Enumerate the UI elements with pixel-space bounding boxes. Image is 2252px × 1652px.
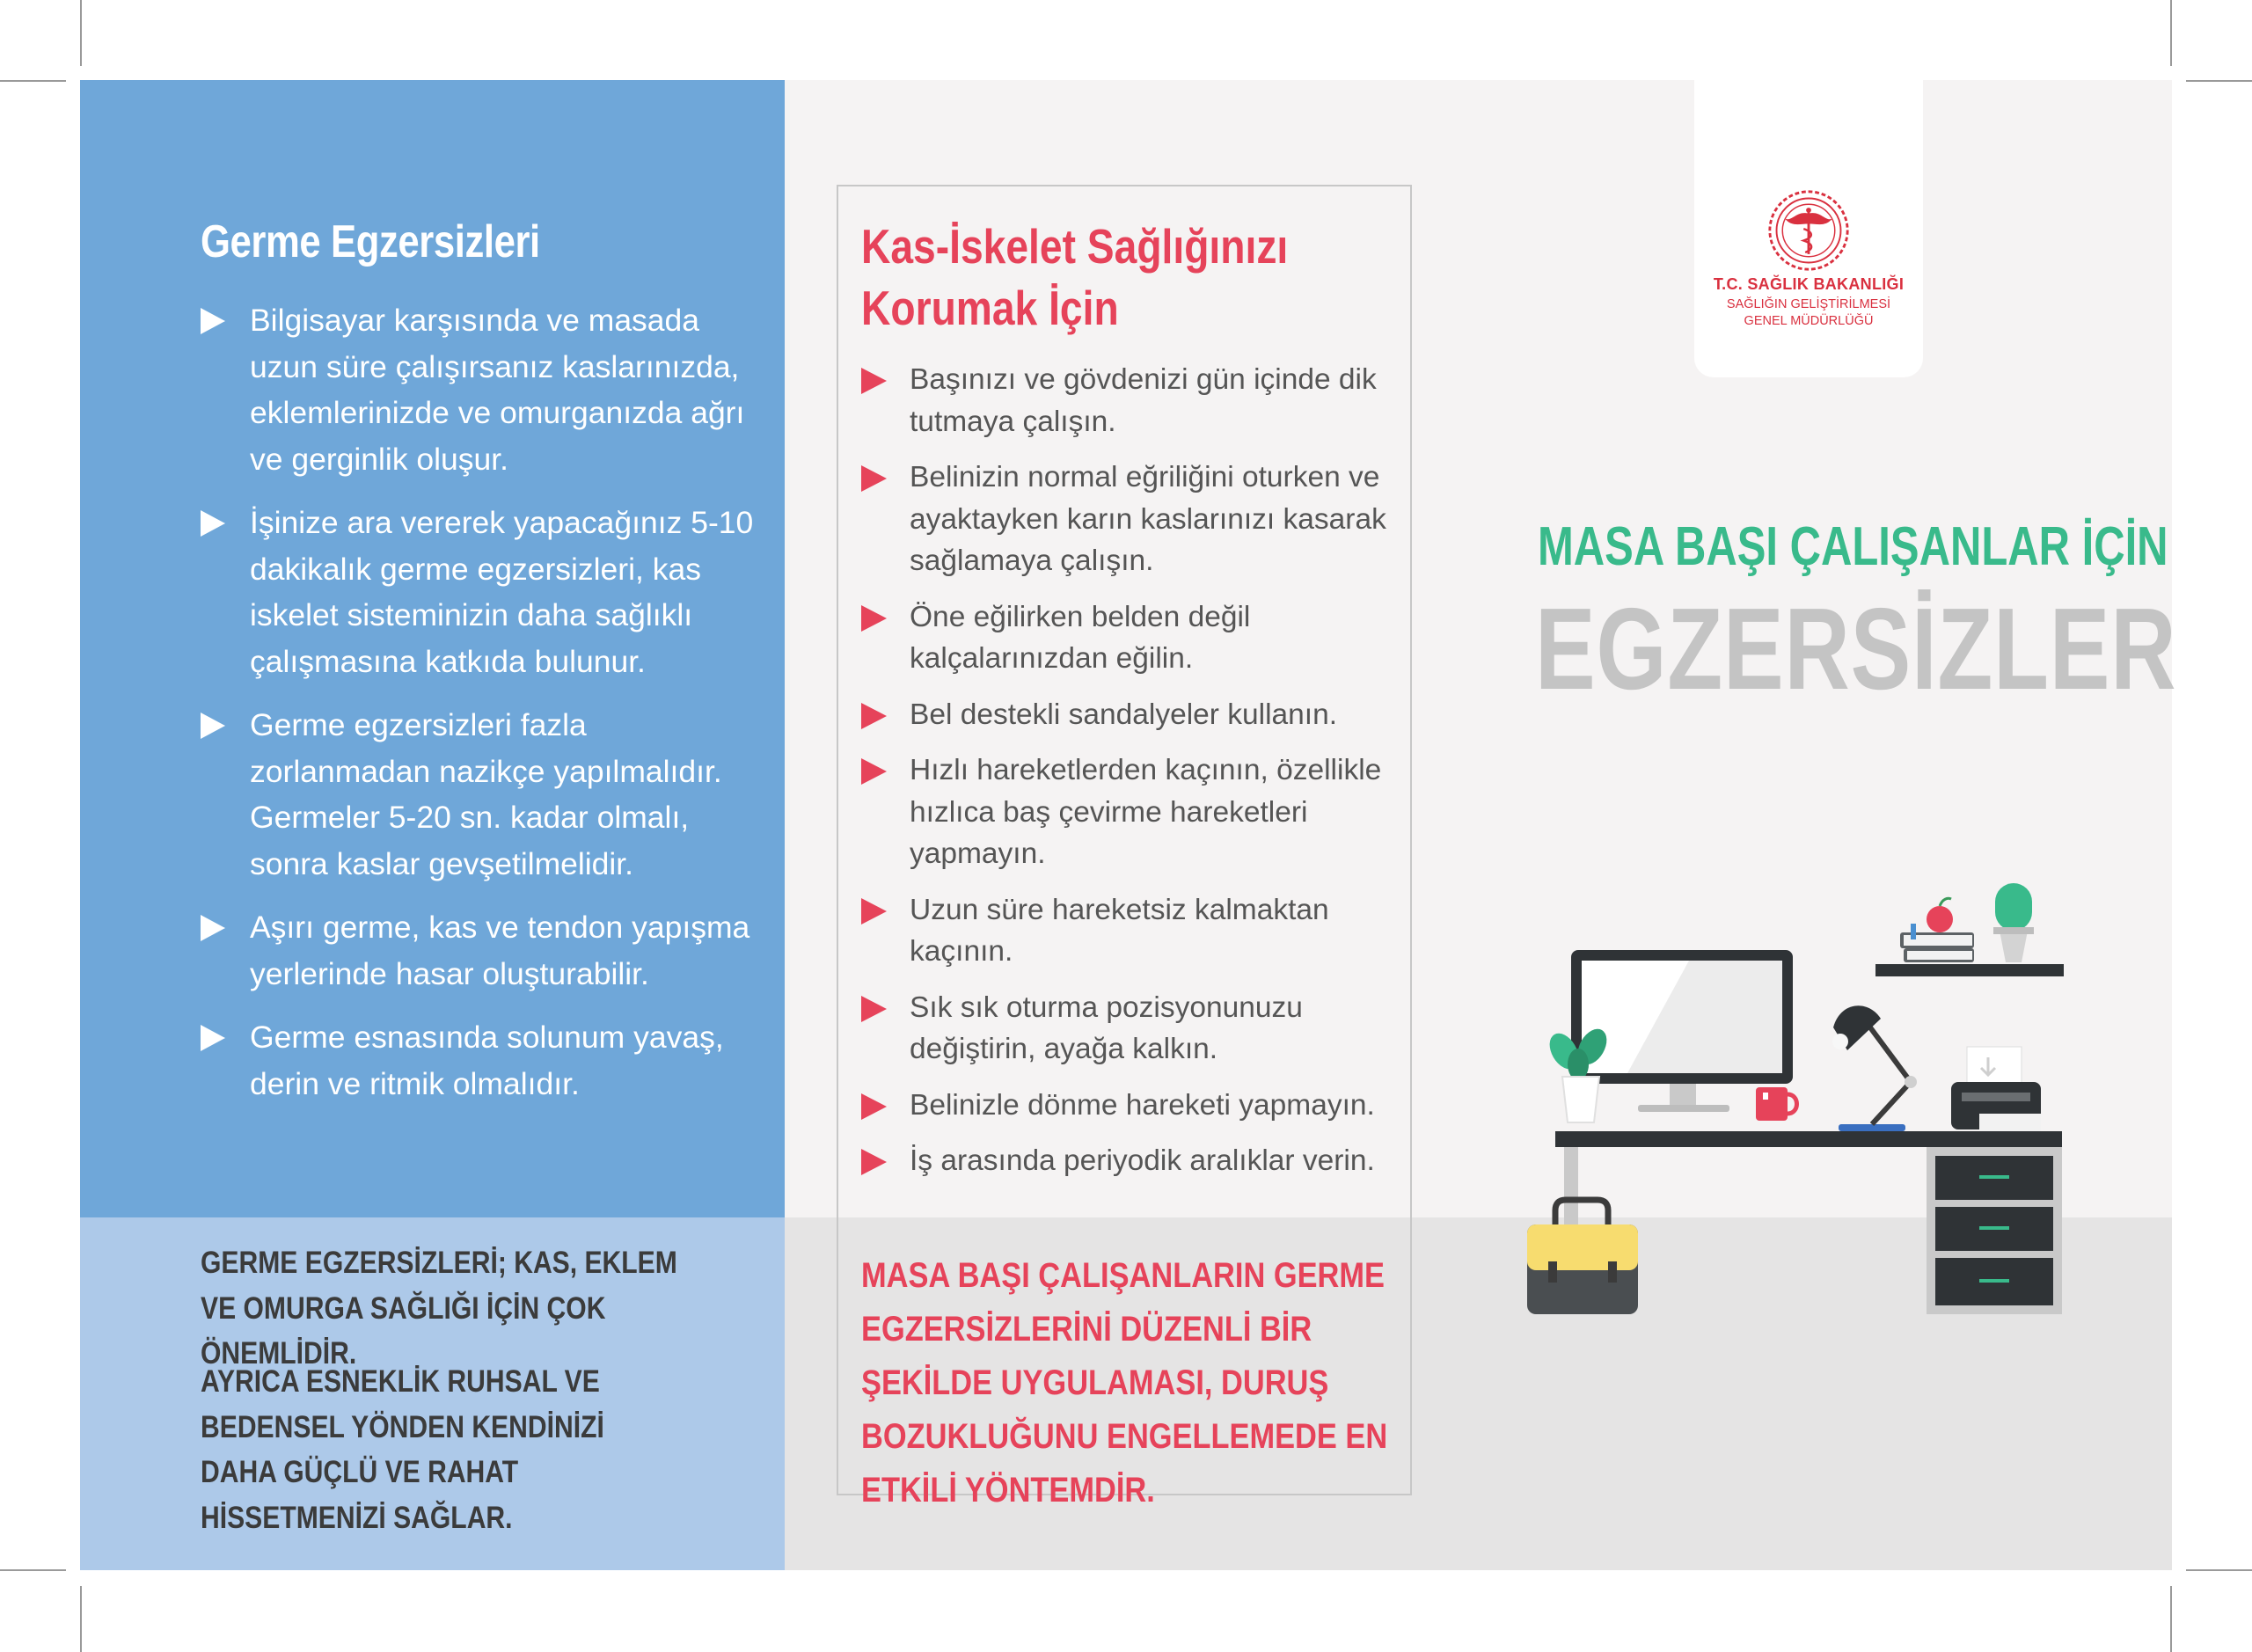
- ministry-unit-line-1: SAĞLIĞIN GELİŞTİRİLMESİ: [1726, 297, 1891, 311]
- cover-title: EGZERSİZLER: [1535, 584, 2177, 713]
- left-note-1: GERME EGZERSİZLERİ; KAS, EKLEM VE OMURGA SAĞLIĞI İÇİN ÇOK ÖNEMLİDİR.: [201, 1246, 677, 1371]
- triangle-bullet-icon: [861, 703, 887, 729]
- crop-mark: [2186, 1569, 2252, 1571]
- crop-mark: [2170, 1586, 2172, 1652]
- list-item-text: İşinize ara vererek yapacağınız 5-10 dakikalık germe egzersizleri, kas iskelet sisteminizin daha sağlıklı çalışmasına katkıda bulunur.: [250, 505, 754, 679]
- list-item-text: Germe esnasında solunum yavaş, derin ve ritmik olmalıdır.: [250, 1020, 724, 1101]
- triangle-bullet-icon: [861, 996, 887, 1022]
- list-item-text: Belinizle dönme hareketi yapmayın.: [910, 1088, 1375, 1122]
- list-item: [861, 596, 1402, 680]
- triangle-bullet-icon: [861, 1149, 887, 1175]
- list-item: [861, 457, 1402, 582]
- list-item: [861, 1140, 1402, 1182]
- crop-mark: [80, 1586, 82, 1652]
- crop-mark: [0, 80, 66, 82]
- crop-mark: [2186, 80, 2252, 82]
- list-item-text: Germe egzersizleri fazla zorlanmadan nazikçe yapılmalıdır. Germeler 5-20 sn. kadar olmalı, sonra kaslar gevşetilmelidir.: [250, 707, 722, 881]
- wall-shelf: [1875, 964, 2064, 976]
- crop-mark: [2170, 0, 2172, 66]
- list-item-text: Öne eğilirken belden değil kalçalarınızdan eğilin.: [910, 600, 1251, 675]
- list-item: [861, 359, 1402, 442]
- middle-title-line-2: Korumak İçin: [861, 281, 1119, 335]
- middle-title-line-1: Kas-İskelet Sağlığınızı: [861, 219, 1289, 274]
- triangle-bullet-icon: [201, 1025, 225, 1051]
- left-panel-title: Germe Egzersizleri: [201, 216, 540, 267]
- cactus-icon: [1993, 883, 2034, 962]
- list-item-text: Uzun süre hareketsiz kalmaktan kaçının.: [910, 893, 1329, 968]
- list-item: [861, 749, 1402, 875]
- desk-lamp-icon: [1832, 1005, 1917, 1131]
- crop-mark: [0, 1569, 66, 1571]
- triangle-bullet-icon: [201, 915, 225, 941]
- triangle-bullet-icon: [201, 510, 225, 537]
- musculoskeletal-list: [861, 359, 1402, 1196]
- apple-icon: [1927, 898, 1953, 932]
- triangle-bullet-icon: [861, 465, 887, 492]
- left-note-2: AYRICA ESNEKLİK RUHSAL VE BEDENSEL YÖNDEN KENDİNİZİ DAHA GÜÇLÜ VE RAHAT HİSSETMENİZİ SAĞLAR.: [201, 1364, 604, 1535]
- cover-subtitle: MASA BAŞI ÇALIŞANLAR İÇİN: [1538, 516, 2168, 577]
- list-item-text: Aşırı germe, kas ve tendon yapışma yerlerinde hasar oluşturabilir.: [250, 910, 750, 991]
- ministry-seal-icon: [1766, 188, 1851, 273]
- list-item-text: Bilgisayar karşısında ve masada uzun süre çalışırsanız kaslarınızda, eklemlerinizde ve omurganızda ağrı ve gerginlik oluşur.: [250, 303, 745, 477]
- triangle-bullet-icon: [861, 368, 887, 394]
- triangle-bullet-icon: [861, 758, 887, 785]
- list-item: [201, 702, 764, 887]
- middle-panel-title: [861, 216, 1288, 339]
- briefcase-icon: [1527, 1200, 1638, 1314]
- list-item: [201, 297, 764, 482]
- list-item-text: Hızlı hareketlerden kaçının, özellikle hızlıca baş çevirme hareketleri yapmayın.: [910, 754, 1382, 870]
- list-item-text: İş arasında periyodik aralıklar verin.: [910, 1144, 1375, 1177]
- list-item: [201, 904, 764, 997]
- list-item: [861, 889, 1402, 973]
- mug-icon: [1756, 1087, 1797, 1121]
- printer-icon: [1951, 1047, 2041, 1138]
- desk-illustration: [1513, 871, 2076, 1328]
- list-item-text: Belinizin normal eğriliğini oturken ve ayaktayken karın kaslarınızı kasarak sağlamaya çalışın.: [910, 461, 1386, 577]
- ministry-unit-line-2: GENEL MÜDÜRLÜĞÜ: [1744, 314, 1874, 328]
- triangle-bullet-icon: [861, 1093, 887, 1120]
- list-item-text: Sık sık oturma pozisyonunuzu değiştirin, ayağa kalkın.: [910, 990, 1303, 1065]
- middle-highlight: MASA BAŞI ÇALIŞANLARIN GERME EGZERSİZLERİNİ DÜZENLİ BİR ŞEKİLDE UYGULAMASI, DURUŞ BOZUKLUĞUNU ENGELLEMEDE EN ETKİLİ YÖNTEMDİR.: [861, 1256, 1388, 1509]
- crop-mark: [80, 0, 82, 66]
- list-item-text: Bel destekli sandalyeler kullanın.: [910, 698, 1338, 731]
- list-item: [861, 987, 1402, 1071]
- triangle-bullet-icon: [861, 605, 887, 632]
- stretching-list: [201, 297, 764, 1124]
- triangle-bullet-icon: [201, 713, 225, 739]
- triangle-bullet-icon: [861, 898, 887, 925]
- list-item-text: Başınızı ve gövdenizi gün içinde dik tutmaya çalışın.: [910, 363, 1377, 438]
- triangle-bullet-icon: [201, 308, 225, 334]
- list-item: [861, 1085, 1402, 1127]
- list-item: [861, 694, 1402, 736]
- list-item: [201, 1014, 764, 1107]
- list-item: [201, 500, 764, 684]
- ministry-name: T.C. SAĞLIK BAKANLIĞI: [1713, 275, 1905, 293]
